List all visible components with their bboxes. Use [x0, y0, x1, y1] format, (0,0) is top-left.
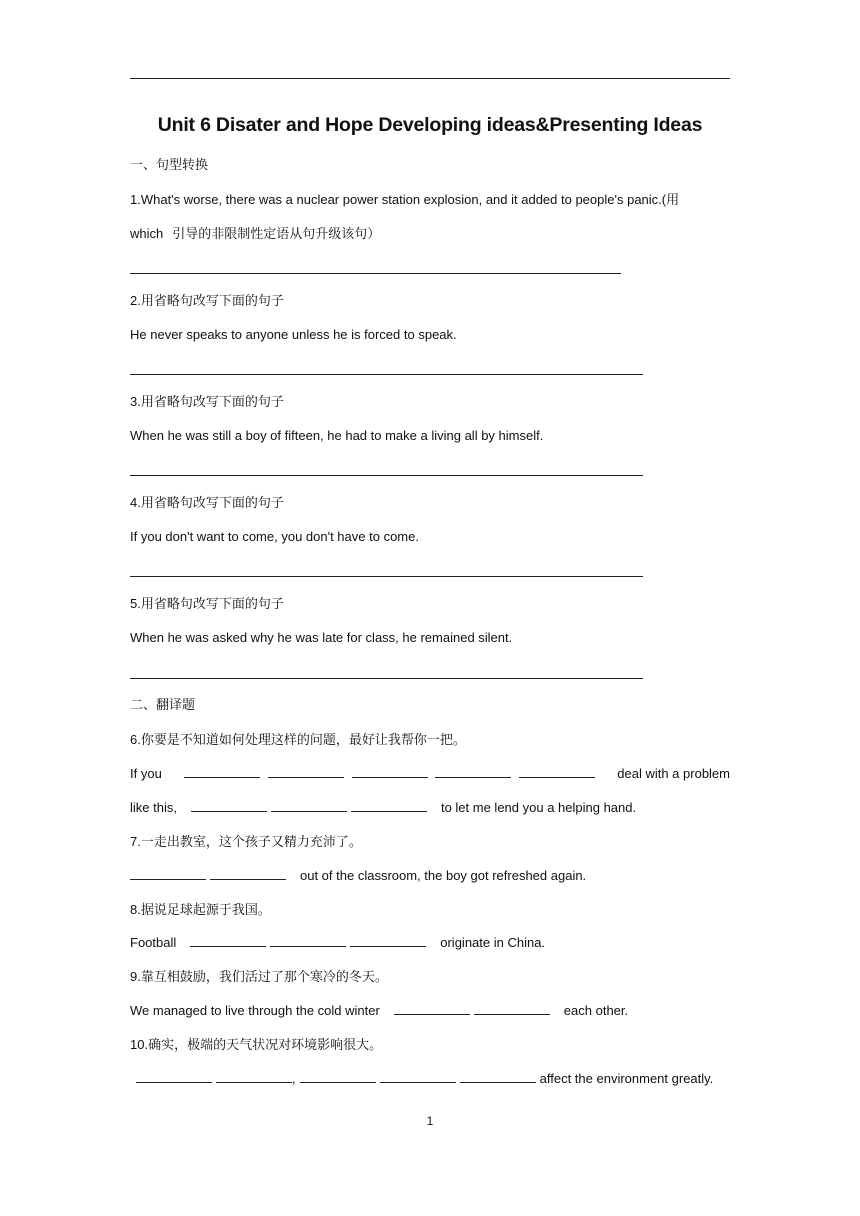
question-6-text-end: deal with a problem — [617, 766, 730, 781]
answer-line-3[interactable] — [130, 475, 643, 476]
question-9-text-start: We managed to live through the cold winter — [130, 1003, 380, 1018]
question-1-cjk: 用 — [666, 193, 680, 208]
answer-blank[interactable] — [130, 867, 206, 880]
question-3-instruction: 用省略句改写下面的句子 — [140, 395, 284, 410]
answer-blank[interactable] — [435, 765, 511, 778]
answer-blank[interactable] — [216, 1070, 292, 1083]
question-6-prompt — [130, 731, 730, 750]
answer-blank[interactable] — [191, 799, 267, 812]
section-heading-2: 二、翻译题 — [130, 698, 196, 713]
question-6-text-start-2: like this, — [130, 800, 177, 815]
answer-blank-group — [184, 765, 595, 783]
question-2-sentence: He never speaks to anyone unless he is forced to speak. — [130, 327, 457, 342]
answer-blank[interactable] — [380, 1070, 456, 1083]
question-10-number: 10. — [130, 1037, 149, 1052]
question-1-line2 — [130, 225, 730, 244]
question-6-number: 6. — [130, 732, 141, 747]
question-10-answer — [136, 1070, 736, 1088]
answer-blank[interactable] — [210, 867, 286, 880]
question-7-answer — [130, 867, 730, 885]
question-4-number: 4. — [130, 495, 141, 510]
question-6-text-end-2: to let me lend you a helping hand. — [440, 800, 637, 815]
answer-blank[interactable] — [351, 799, 427, 812]
question-6-chinese: 你要是不知道如何处理这样的问题，最好让我帮你一把。 — [140, 733, 466, 748]
question-3-sentence: When he was still a boy of fifteen, he had to make a living all by himself. — [130, 428, 544, 443]
question-6-answer-line1 — [130, 765, 730, 783]
question-6-text-start: If you — [130, 766, 162, 781]
answer-blank[interactable] — [519, 765, 595, 778]
question-5-instruction: 用省略句改写下面的句子 — [140, 597, 284, 612]
question-4-instruction: 用省略句改写下面的句子 — [140, 496, 284, 511]
answer-line-2[interactable] — [130, 374, 643, 375]
question-5-number: 5. — [130, 596, 141, 611]
page-number: 1 — [426, 1114, 434, 1128]
question-9-answer — [130, 1002, 730, 1020]
question-10-prompt — [130, 1036, 730, 1055]
question-3-number: 3. — [130, 394, 141, 409]
question-6-answer-line2 — [130, 799, 730, 817]
question-1-text: 1.What's worse, there was a nuclear power station explosion, and it added to people's panic.( — [130, 192, 667, 207]
question-9-chinese: 靠互相鼓励，我们活过了那个寒冷的冬天。 — [140, 970, 388, 985]
answer-blank[interactable] — [394, 1002, 470, 1015]
question-4-sentence: If you don't want to come, you don't have to come. — [130, 529, 419, 544]
question-7-chinese: 一走出教室，这个孩子又精力充沛了。 — [140, 835, 362, 850]
question-8-text-start: Football — [130, 935, 177, 950]
question-2-instruction: 用省略句改写下面的句子 — [140, 294, 284, 309]
question-10-comma: , — [292, 1071, 296, 1086]
answer-blank[interactable] — [300, 1070, 376, 1083]
question-9-prompt — [130, 968, 730, 987]
answer-blank[interactable] — [350, 934, 426, 947]
section-heading-1: 一、句型转换 — [130, 158, 209, 173]
question-8-chinese: 据说足球起源于我国。 — [140, 903, 271, 918]
question-2-prompt — [130, 292, 730, 311]
question-10-text-end: affect the environment greatly. — [539, 1071, 714, 1086]
answer-line-1[interactable] — [130, 273, 621, 274]
question-9-text-end: each other. — [563, 1003, 629, 1018]
question-1-instruction: 引导的非限制性定语从句升级该句） — [172, 227, 381, 242]
question-7-text-end: out of the classroom, the boy got refreshed again. — [300, 868, 587, 883]
question-8-text-end: originate in China. — [440, 935, 546, 950]
question-8-answer — [130, 934, 730, 952]
worksheet-title: Unit 6 Disater and Hope Developing ideas&Presenting Ideas — [157, 114, 703, 136]
answer-blank[interactable] — [474, 1002, 550, 1015]
question-7-prompt — [130, 833, 730, 852]
question-1-line1 — [130, 191, 730, 210]
question-8-number: 8. — [130, 902, 141, 917]
question-1-which: which — [130, 226, 164, 241]
answer-blank[interactable] — [136, 1070, 212, 1083]
question-9-number: 9. — [130, 969, 141, 984]
question-4-prompt — [130, 494, 730, 513]
answer-blank[interactable] — [270, 934, 346, 947]
question-5-prompt — [130, 595, 730, 614]
answer-blank[interactable] — [460, 1070, 536, 1083]
question-3-prompt — [130, 393, 730, 412]
question-8-prompt — [130, 901, 730, 920]
question-7-number: 7. — [130, 834, 141, 849]
answer-blank[interactable] — [271, 799, 347, 812]
answer-blank[interactable] — [352, 765, 428, 778]
question-2-number: 2. — [130, 293, 141, 308]
header-rule — [130, 78, 730, 79]
answer-blank[interactable] — [184, 765, 260, 778]
question-10-chinese: 确实，极端的天气状况对环境影响很大。 — [148, 1038, 383, 1053]
answer-blank[interactable] — [190, 934, 266, 947]
answer-line-4[interactable] — [130, 576, 643, 577]
answer-line-5[interactable] — [130, 678, 643, 679]
answer-blank[interactable] — [268, 765, 344, 778]
question-5-sentence: When he was asked why he was late for class, he remained silent. — [130, 630, 513, 645]
